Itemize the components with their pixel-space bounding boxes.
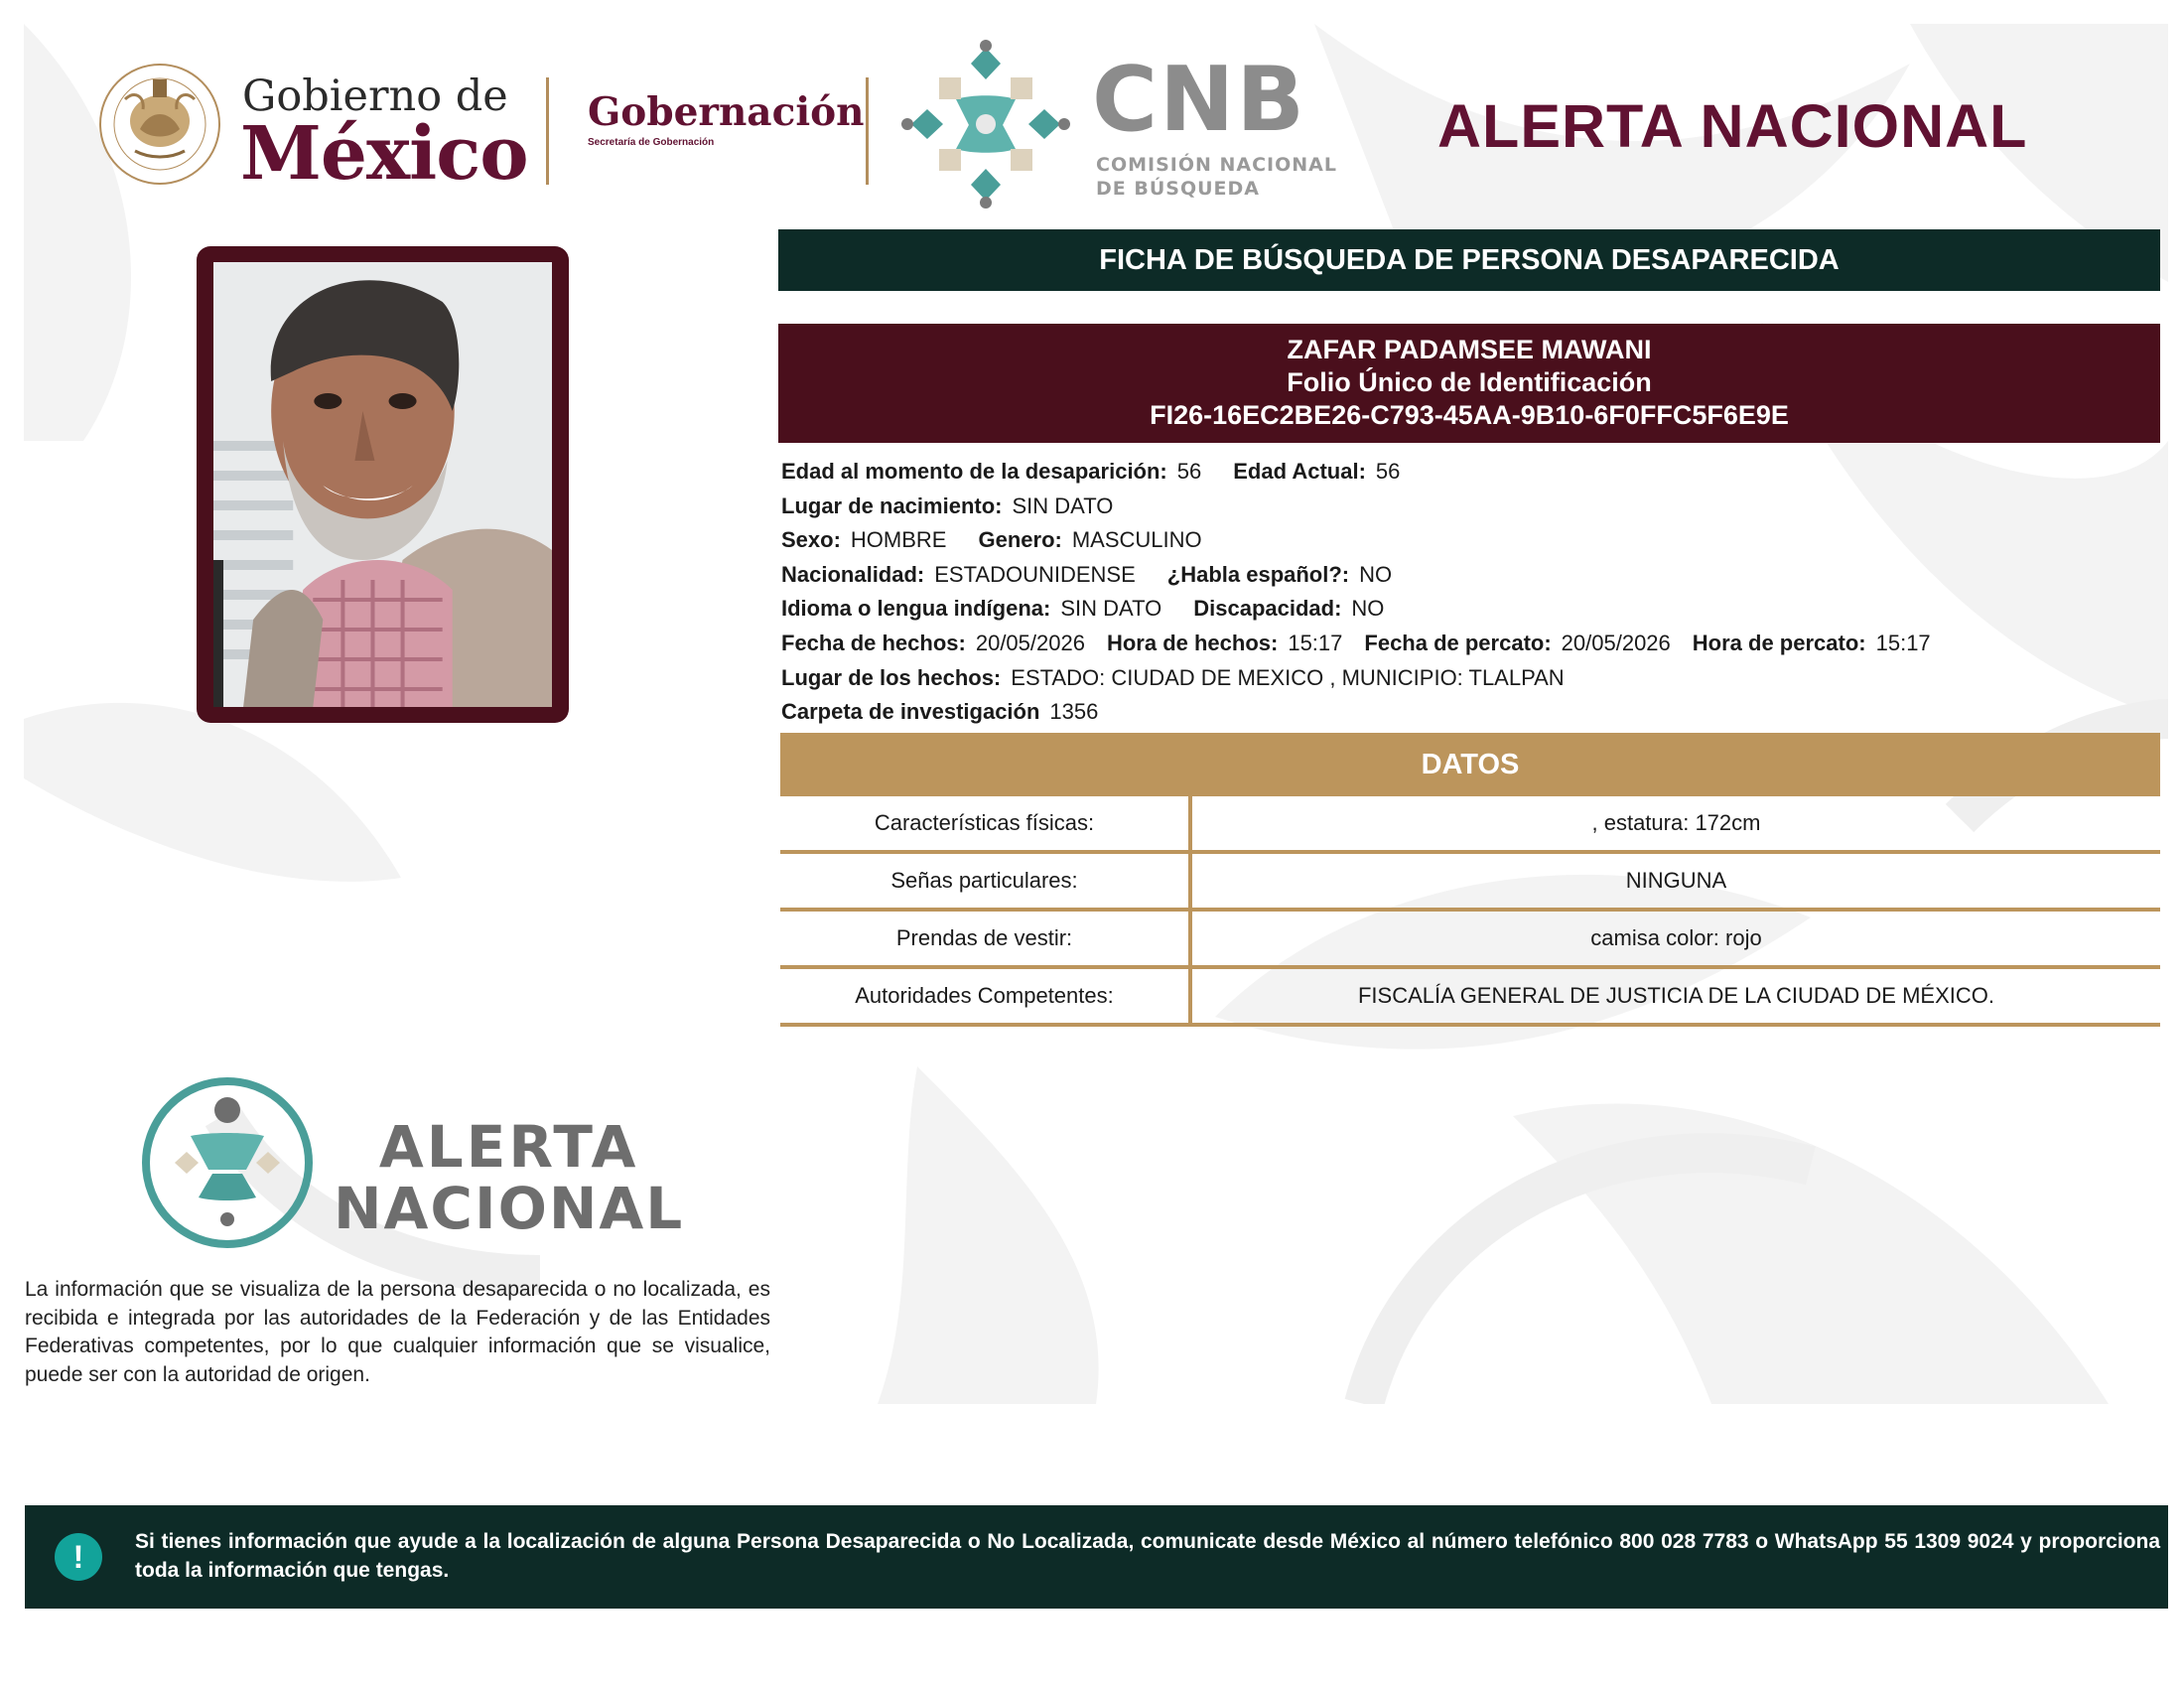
fecha-hechos-value: 20/05/2026 — [975, 630, 1085, 655]
datos-header: DATOS — [780, 733, 2160, 796]
datos-value: FISCALÍA GENERAL DE JUSTICIA DE LA CIUDAD DE MÉXICO. — [1357, 983, 1994, 1008]
table-row — [780, 969, 2160, 1027]
edad-desaparicion-label: Edad al momento de la desaparición: — [781, 459, 1167, 484]
alerta-nacional-title: ALERTA NACIONAL — [1437, 92, 2028, 160]
datos-value: NINGUNA — [1625, 868, 1727, 893]
header-divider — [866, 77, 869, 185]
info-row-nacimiento — [781, 490, 2161, 524]
nacionalidad-value: ESTADOUNIDENSE — [934, 561, 1136, 587]
contact-text: Si tienes información que ayude a la localización de alguna Persona Desaparecida o No Localizada, comunicate desde México al número telefónico 800 028 7783 o WhatsApp 55 1309 9024 y proporciona toda la información que tengas. — [135, 1530, 2160, 1582]
person-name-banner — [778, 324, 2160, 443]
fecha-percato-value: 20/05/2026 — [1561, 630, 1671, 655]
edad-actual-value: 56 — [1375, 459, 1401, 484]
person-photo-frame — [197, 246, 569, 723]
folio-number: FI26-16EC2BE26-C793-45AA-9B10-6F0FFC5F6E9E — [1150, 400, 1789, 430]
edad-desaparicion-value: 56 — [1176, 459, 1202, 484]
gobernacion-logo — [588, 89, 865, 148]
info-row-carpeta — [781, 695, 2161, 730]
fecha-hechos-label: Fecha de hechos: — [781, 630, 966, 655]
genero-label: Genero: — [978, 527, 1062, 553]
alerta-nacional-emblem-icon — [139, 1074, 316, 1251]
datos-label: Prendas de vestir: — [780, 912, 1192, 965]
ficha-title-banner: FICHA DE BÚSQUEDA DE PERSONA DESAPARECIDA — [778, 229, 2160, 291]
edad-actual-label: Edad Actual: — [1233, 459, 1366, 484]
hora-percato-value: 15:17 — [1875, 630, 1931, 655]
exclamation-icon: ! — [55, 1533, 102, 1581]
nacionalidad-label: Nacionalidad: — [781, 561, 925, 587]
habla-espanol-label: ¿Habla español?: — [1166, 561, 1350, 587]
sexo-value: HOMBRE — [850, 527, 947, 553]
table-row — [780, 854, 2160, 912]
gobierno-de-text: Gobierno de — [242, 71, 508, 121]
table-row — [780, 912, 2160, 969]
folio-label: Folio Único de Identificación — [1287, 367, 1652, 397]
idioma-value: SIN DATO — [1060, 596, 1162, 622]
national-seal-icon — [95, 60, 224, 189]
person-photo — [213, 262, 552, 707]
hora-percato-label: Hora de percato: — [1692, 630, 1866, 655]
cnb-emblem-icon — [901, 40, 1070, 209]
sexo-label: Sexo: — [781, 527, 841, 553]
info-row-sexo — [781, 523, 2161, 558]
carpeta-label: Carpeta de investigación — [781, 699, 1040, 725]
fecha-percato-label: Fecha de percato: — [1364, 630, 1552, 655]
disclaimer-text: La información que se visualiza de la persona desaparecida o no localizada, es recibida e integrada por las autoridades de la Federación y de las Entidades Federativas competentes, por lo que cualquier información que se visualice, puede ser con la autoridad de origen. — [25, 1278, 770, 1386]
cnb-title: CNB — [1092, 48, 1306, 152]
table-row — [780, 796, 2160, 854]
info-row-edad — [781, 455, 2161, 490]
info-row-lugar — [781, 661, 2161, 696]
datos-label: Características físicas: — [780, 796, 1192, 850]
nacimiento-value: SIN DATO — [1012, 492, 1114, 518]
lugar-hechos-value: ESTADO: CIUDAD DE MEXICO , MUNICIPIO: TLALPAN — [1011, 664, 1565, 690]
cnb-subtitle-line2: DE BÚSQUEDA — [1096, 178, 1260, 200]
gobernacion-text: Gobernación — [588, 89, 865, 135]
nacimiento-label: Lugar de nacimiento: — [781, 492, 1003, 518]
discapacidad-value: NO — [1351, 596, 1385, 622]
info-row-idioma — [781, 592, 2161, 627]
header-divider — [546, 77, 549, 185]
datos-table — [780, 796, 2160, 1027]
lugar-hechos-label: Lugar de los hechos: — [781, 664, 1002, 690]
info-row-fechas — [781, 627, 2161, 661]
datos-label: Autoridades Competentes: — [780, 969, 1192, 1023]
gobierno-de-mexico-logo — [91, 56, 528, 195]
carpeta-value: 1356 — [1049, 699, 1099, 725]
alerta-wordmark-line1: ALERTA — [378, 1113, 639, 1181]
cnb-subtitle — [1096, 153, 1337, 201]
datos-label: Señas particulares: — [780, 854, 1192, 908]
gobernacion-subtitle: Secretaría de Gobernación — [588, 137, 715, 148]
hora-hechos-label: Hora de hechos: — [1106, 630, 1279, 655]
habla-espanol-value: NO — [1359, 561, 1393, 587]
cnb-subtitle-line1: COMISIÓN NACIONAL — [1096, 154, 1337, 176]
contact-footer — [25, 1505, 2168, 1609]
genero-value: MASCULINO — [1071, 527, 1202, 553]
alerta-wordmark-line2: NACIONAL — [334, 1175, 685, 1242]
info-row-nacionalidad — [781, 558, 2161, 593]
discapacidad-label: Discapacidad: — [1193, 596, 1342, 622]
person-info — [781, 455, 2161, 730]
alerta-nacional-wordmark — [334, 1113, 685, 1242]
datos-value: , estatura: 172cm — [1591, 810, 1761, 835]
datos-value: camisa color: rojo — [1590, 925, 1762, 950]
hora-hechos-value: 15:17 — [1288, 630, 1343, 655]
mexico-text: México — [240, 111, 528, 197]
idioma-label: Idioma o lengua indígena: — [781, 596, 1051, 622]
person-name: ZAFAR PADAMSEE MAWANI — [1287, 335, 1652, 364]
